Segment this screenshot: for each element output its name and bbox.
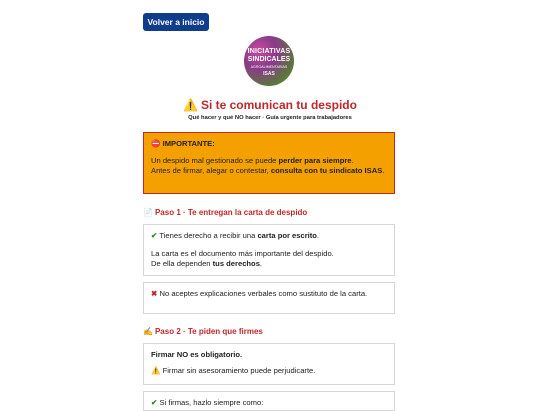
step-2-how-to-sign: ✔ Si firmas, hazlo siempre como: (151, 398, 264, 407)
step-2-title (143, 327, 397, 336)
logo-line-1: INICIATIVAS (247, 48, 291, 55)
step-1-right-line: ✔ Tienes derecho a recibir una carta por escrito. (151, 231, 320, 240)
step-2-not-mandatory: Firmar NO es obligatorio. (151, 350, 243, 359)
step-1-card-rights (143, 224, 395, 276)
cross-icon: ✖ (151, 289, 158, 298)
important-heading (151, 139, 387, 149)
step-2-card-how-to-sign (143, 391, 395, 411)
check-icon: ✔ (151, 398, 158, 407)
writing-hand-icon: ✍️ (143, 327, 153, 336)
step-2-sign-warning: ⚠️ Firmar sin asesoramiento puede perjudicarte. (151, 365, 316, 375)
no-entry-icon: ⛔ (151, 139, 161, 148)
page-title-text: Si te comunican tu despido (200, 98, 357, 112)
important-heading-text: IMPORTANTE: (162, 139, 215, 148)
step-1-importance-line: La carta es el documento más importante del despido. (151, 248, 334, 258)
step-1-title (143, 208, 397, 217)
step-1-title-text: Paso 1 · Te entregan la carta de despido (154, 208, 308, 217)
logo-line-2: SINDICALES (247, 56, 291, 63)
step-1-rights-line: De ella dependen tus derechos. (151, 258, 263, 268)
isas-logo (244, 36, 294, 86)
warning-icon: ⚠️ (151, 365, 161, 375)
step-2-card-signing (143, 343, 395, 385)
step-1-card-warning (143, 282, 395, 314)
logo-line-4: ISAS (263, 71, 275, 77)
logo-line-3: AGROALIMENTARIAS (250, 65, 288, 69)
step-2-title-text: Paso 2 · Te piden que firmes (154, 327, 263, 336)
warning-icon: ⚠️ (183, 98, 198, 112)
back-to-home-button[interactable]: Volver a inicio (143, 13, 209, 31)
page-title (143, 98, 397, 112)
important-line-1: Un despido mal gestionado se puede perder para siempre. (151, 155, 354, 165)
check-icon: ✔ (151, 231, 158, 240)
step-1-verbal-warning: ✖ No aceptes explicaciones verbales como sustituto de la carta. (151, 289, 368, 298)
document-icon: 📄 (143, 208, 153, 217)
important-line-2: Antes de firmar, alegar o contestar, consulta con tu sindicato ISAS. (151, 165, 385, 175)
page-subtitle: Qué hacer y qué NO hacer · Guía urgente para trabajadores (188, 115, 352, 121)
important-notice (143, 132, 395, 194)
